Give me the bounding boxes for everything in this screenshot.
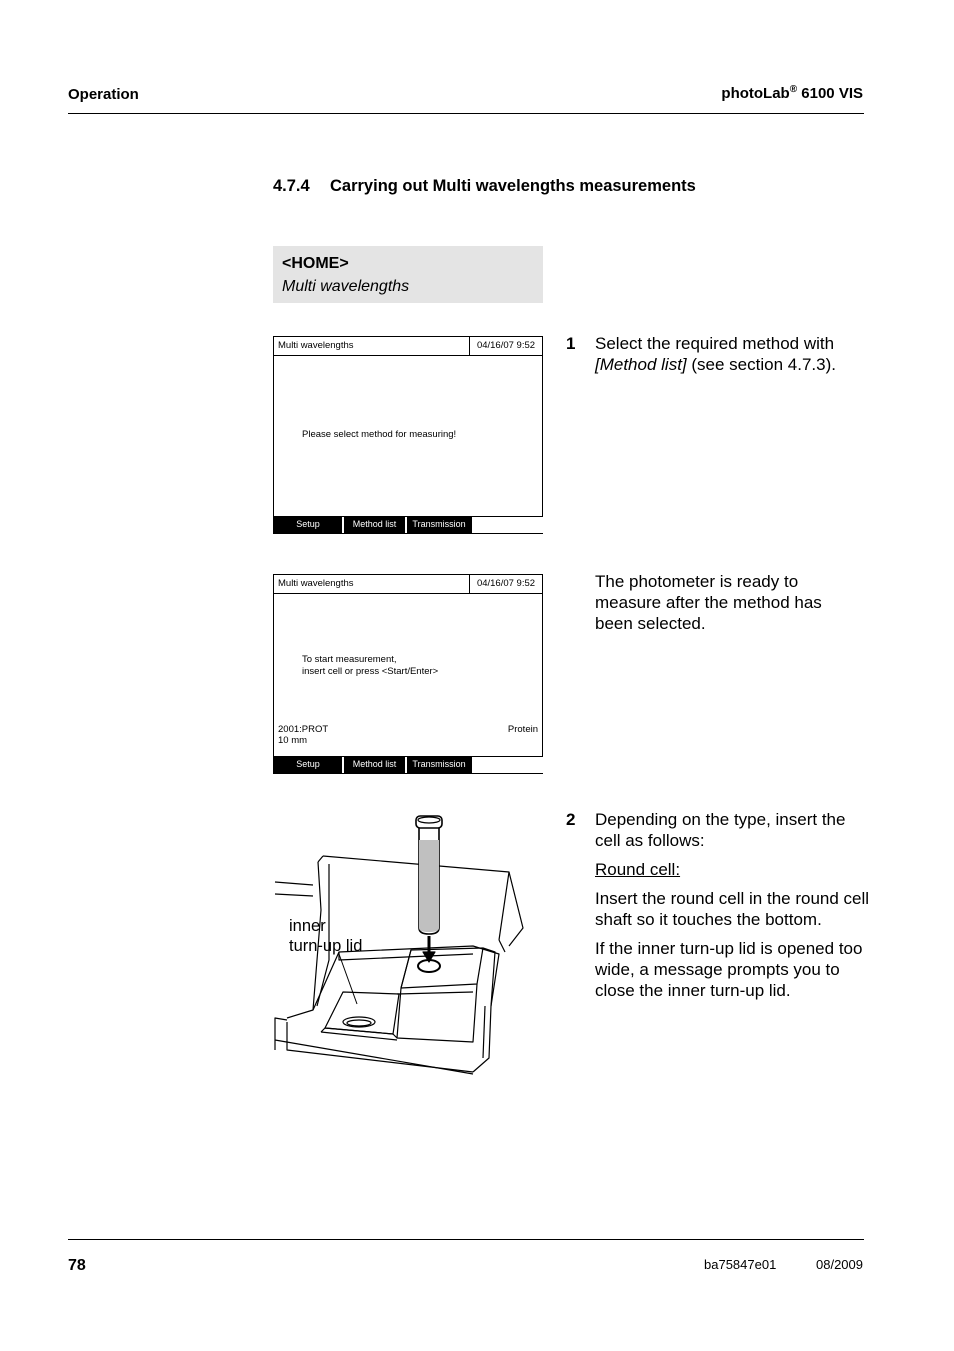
softkey-bar: [274, 516, 542, 533]
softkey-method-list[interactable]: Method list: [344, 757, 405, 773]
step-1-text: [595, 333, 870, 375]
cell-size: 10 mm: [278, 735, 308, 746]
product-model: 6100 VIS: [797, 85, 863, 102]
display-screen-ready: [273, 574, 543, 774]
screen-datetime: 04/16/07 9:52: [469, 575, 542, 593]
menu-path-label: Multi wavelengths: [282, 278, 410, 295]
running-header-section: Operation: [68, 86, 139, 103]
softkey-setup[interactable]: Setup: [274, 757, 342, 773]
screen-title: Multi wavelengths: [278, 340, 354, 351]
step-2-text: Depending on the type, insert the cell as follows:: [595, 810, 846, 850]
section-number: 4.7.4: [273, 177, 310, 195]
home-key-label: <HOME>: [282, 255, 349, 272]
softkey-empty[interactable]: [471, 517, 543, 533]
step-1-text-b: (see section 4.7.3).: [686, 355, 836, 374]
softkey-empty[interactable]: [471, 757, 543, 773]
softkey-transmission[interactable]: Transmission: [407, 757, 471, 773]
softkey-setup[interactable]: Setup: [274, 517, 342, 533]
navigation-path-box: [273, 246, 543, 303]
callout-line-2: turn-up lid: [289, 937, 363, 955]
screen-message: To start measurement, insert cell or press <Start/Enter>: [302, 654, 439, 677]
section-title: Carrying out Multi wavelengths measurements: [330, 177, 696, 195]
step-1-text-a: Select the required method with: [595, 334, 835, 353]
screen-datetime: 04/16/07 9:52: [469, 337, 542, 355]
softkey-bar: [274, 756, 542, 773]
method-code: 2001:PROT: [278, 724, 329, 735]
product-brand: photoLab: [721, 85, 790, 102]
registered-mark: ®: [789, 84, 798, 95]
inner-lid-callout: [289, 916, 362, 956]
softkey-transmission[interactable]: Transmission: [407, 517, 471, 533]
document-date: 08/2009: [816, 1257, 863, 1272]
softkey-method-list[interactable]: Method list: [344, 517, 405, 533]
footer-rule: [68, 1239, 864, 1240]
step-number: 1: [566, 334, 576, 353]
method-list-key-ref: [Method list]: [595, 355, 687, 374]
running-header-product: [721, 84, 863, 102]
method-name: Protein: [507, 724, 538, 735]
header-rule: [68, 113, 864, 114]
ready-paragraph: The photometer is ready to measure after the method has been selected.: [595, 572, 822, 633]
lid-paragraph: If the inner turn-up lid is opened too wide, a message prompts you to close the inner turn-up lid.: [595, 939, 863, 1000]
step-number: 2: [566, 810, 576, 829]
page-number: 78: [68, 1257, 86, 1274]
screen-titlebar: [274, 575, 542, 594]
section-heading: [273, 177, 696, 196]
callout-line-1: inner: [289, 917, 326, 935]
document-id: ba75847e01: [704, 1257, 777, 1272]
screen-title: Multi wavelengths: [278, 578, 354, 589]
round-cell-paragraph: Insert the round cell in the round cell shaft so it touches the bottom.: [595, 889, 870, 929]
display-screen-select-method: [273, 336, 543, 534]
screen-titlebar: [274, 337, 542, 356]
screen-message: Please select method for measuring!: [302, 429, 457, 440]
round-cell-heading: Round cell:: [595, 860, 681, 879]
